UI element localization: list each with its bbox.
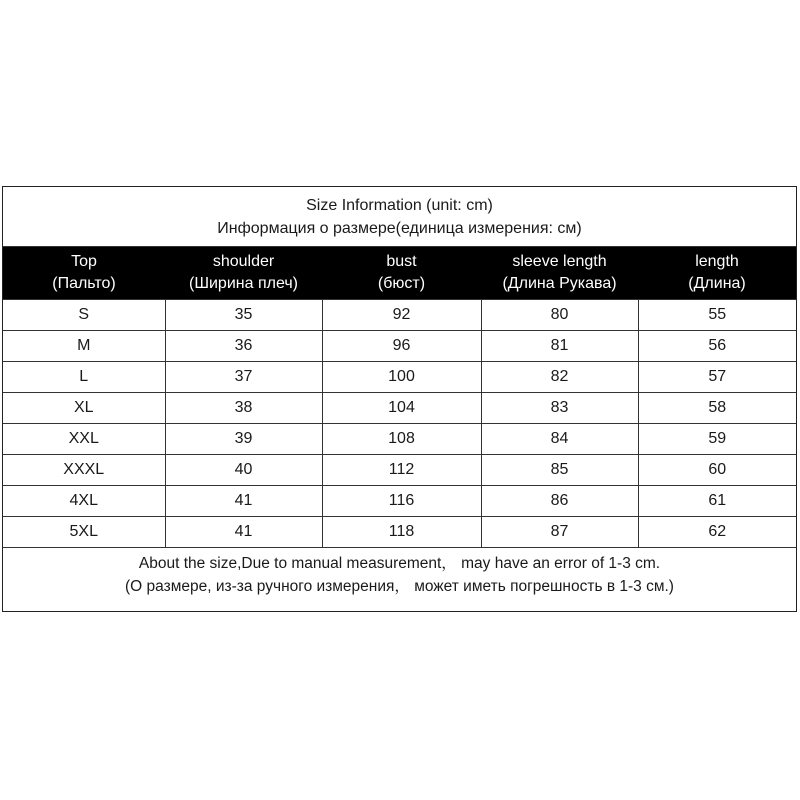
- table-row: [3, 454, 796, 485]
- bust-cell: 118: [322, 516, 481, 547]
- note-russian: (О размере, из-за ручного измерения， может иметь погрешность в 1-3 см.): [125, 577, 674, 595]
- title-russian: Информация о размере(единица измерения: см): [217, 219, 582, 237]
- length-cell: 58: [638, 392, 796, 423]
- title-english: Size Information (unit: cm): [306, 196, 493, 214]
- sleeve-cell: 86: [481, 485, 638, 516]
- table-row: [3, 423, 796, 454]
- length-cell: 62: [638, 516, 796, 547]
- bust-cell: 96: [322, 330, 481, 361]
- sleeve-cell: 81: [481, 330, 638, 361]
- shoulder-cell: 39: [165, 423, 322, 454]
- size-cell: S: [3, 299, 165, 330]
- size-cell: M: [3, 330, 165, 361]
- size-cell: 4XL: [3, 485, 165, 516]
- sleeve-cell: 85: [481, 454, 638, 485]
- length-cell: 57: [638, 361, 796, 392]
- size-cell: L: [3, 361, 165, 392]
- header-top: Top (Пальто): [52, 252, 116, 292]
- bust-cell: 100: [322, 361, 481, 392]
- table-row: [3, 392, 796, 423]
- header-shoulder: shoulder (Ширина плеч): [189, 252, 298, 292]
- shoulder-cell: 36: [165, 330, 322, 361]
- shoulder-cell: 38: [165, 392, 322, 423]
- size-cell: 5XL: [3, 516, 165, 547]
- shoulder-cell: 41: [165, 516, 322, 547]
- length-cell: 59: [638, 423, 796, 454]
- bust-cell: 108: [322, 423, 481, 454]
- note-english: About the size,Due to manual measurement， may have an error of 1-3 cm.: [138, 554, 661, 572]
- size-chart-title: [3, 187, 796, 247]
- size-cell: XXL: [3, 423, 165, 454]
- size-cell: XL: [3, 392, 165, 423]
- sleeve-cell: 83: [481, 392, 638, 423]
- bust-cell: 116: [322, 485, 481, 516]
- header-length: length (Длина): [688, 252, 746, 292]
- shoulder-cell: 41: [165, 485, 322, 516]
- table-row: [3, 516, 796, 547]
- shoulder-cell: 40: [165, 454, 322, 485]
- size-cell: XXXL: [3, 454, 165, 485]
- table-row: [3, 485, 796, 516]
- bust-cell: 112: [322, 454, 481, 485]
- length-cell: 60: [638, 454, 796, 485]
- shoulder-cell: 37: [165, 361, 322, 392]
- length-cell: 55: [638, 299, 796, 330]
- measurement-note: [3, 548, 796, 602]
- length-cell: 56: [638, 330, 796, 361]
- header-sleeve-length: sleeve length (Длина Рукава): [502, 252, 617, 292]
- length-cell: 61: [638, 485, 796, 516]
- sleeve-cell: 82: [481, 361, 638, 392]
- sleeve-cell: 87: [481, 516, 638, 547]
- header-row: [3, 247, 796, 299]
- table-row: [3, 299, 796, 330]
- header-bust: bust (бюст): [377, 252, 426, 292]
- size-chart: [2, 186, 797, 612]
- shoulder-cell: 35: [165, 299, 322, 330]
- table-row: [3, 361, 796, 392]
- bust-cell: 104: [322, 392, 481, 423]
- sleeve-cell: 84: [481, 423, 638, 454]
- sleeve-cell: 80: [481, 299, 638, 330]
- size-table: [3, 247, 796, 548]
- table-row: [3, 330, 796, 361]
- bust-cell: 92: [322, 299, 481, 330]
